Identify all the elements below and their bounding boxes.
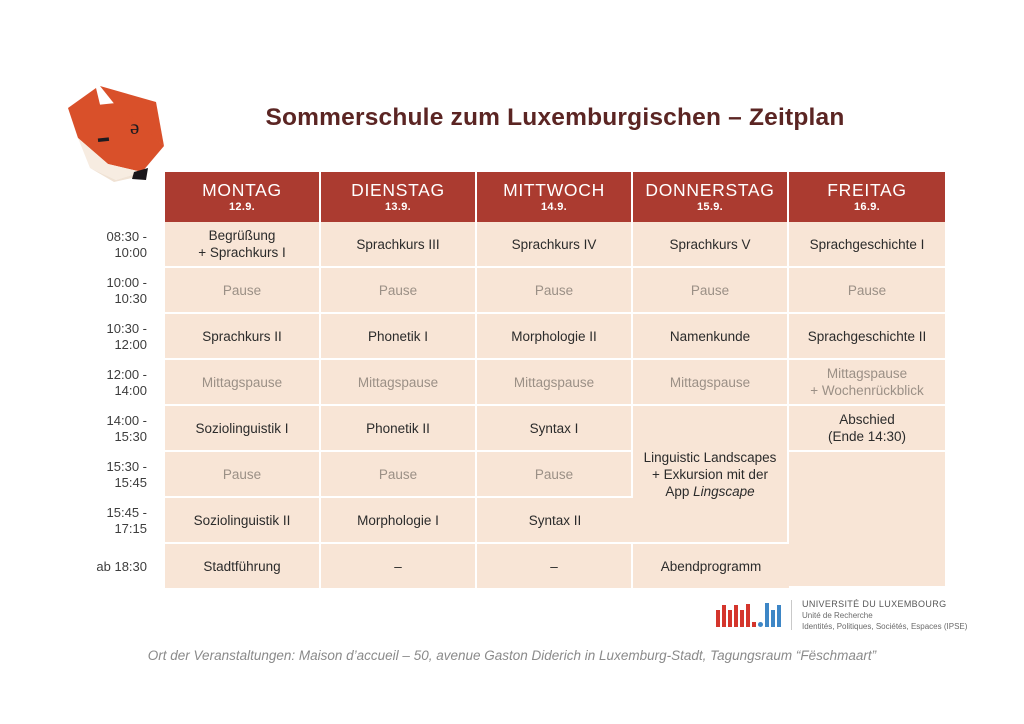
venue-footer-note: Ort der Veranstaltungen: Maison d’accueil – 50, avenue Gaston Diderich in Luxemburg-Stadt, Tagungsraum “Fëschmaart” xyxy=(147,648,877,663)
time-slot-4 xyxy=(60,406,160,452)
session-fre-1000: Pause xyxy=(789,268,945,314)
day-header-freitag xyxy=(789,172,945,222)
time-slot-7 xyxy=(60,544,160,590)
session-mon-1200: Mittagspause xyxy=(165,360,321,406)
session-mon-1000: Pause xyxy=(165,268,321,314)
session-mon-1030: Sprachkurs II xyxy=(165,314,321,360)
schedule-table-container xyxy=(165,172,945,588)
session-fre-1200-line2: + Wochenrückblick xyxy=(810,383,924,398)
session-mit-1200: Mittagspause xyxy=(477,360,633,406)
day-header-montag-name: MONTAG xyxy=(202,179,282,200)
day-header-dienstag-date: 13.9. xyxy=(385,200,411,213)
session-mon-0830 xyxy=(165,222,321,268)
day-header-dienstag-name: DIENSTAG xyxy=(351,179,445,200)
session-mit-1530: Pause xyxy=(477,452,633,498)
day-header-donnerstag xyxy=(633,172,789,222)
session-mit-1030: Morphologie II xyxy=(477,314,633,360)
schedule-table xyxy=(165,172,945,588)
day-header-donnerstag-name: DONNERSTAG xyxy=(645,179,775,200)
table-header-row xyxy=(165,172,945,222)
time-slot-4-end: 15:30 xyxy=(114,429,147,444)
time-slot-6-end: 17:15 xyxy=(114,521,147,536)
table-row-1400 xyxy=(165,406,945,452)
unilu-university-name: UNIVERSITÉ DU LUXEMBOURG xyxy=(802,599,947,609)
session-fre-empty-block xyxy=(789,452,945,588)
session-die-1545: Morphologie I xyxy=(321,498,477,544)
table-row-1000 xyxy=(165,268,945,314)
day-header-freitag-name: FREITAG xyxy=(827,179,907,200)
time-slot-0-start: 08:30 - xyxy=(106,228,147,244)
day-header-mittwoch xyxy=(477,172,633,222)
day-header-freitag-date: 16.9. xyxy=(854,200,880,213)
session-die-1400: Phonetik II xyxy=(321,406,477,452)
time-slot-4-start: 14:00 - xyxy=(106,412,147,428)
day-header-dienstag xyxy=(321,172,477,222)
day-header-montag xyxy=(165,172,321,222)
page-title: Sommerschule zum Luxemburgischen – Zeitplan xyxy=(265,104,845,131)
session-don-1830: Abendprogramm xyxy=(633,544,789,588)
day-header-donnerstag-date: 15.9. xyxy=(697,200,723,213)
session-mit-1400: Syntax I xyxy=(477,406,633,452)
session-don-excursion xyxy=(633,406,789,544)
session-don-0830: Sprachkurs V xyxy=(633,222,789,268)
day-header-mittwoch-name: MITTWOCH xyxy=(503,179,605,200)
unilu-logo xyxy=(716,598,967,632)
day-header-mittwoch-date: 14.9. xyxy=(541,200,567,213)
unilu-ipse-label: Identités, Politiques, Sociétés, Espaces (IPSE) xyxy=(802,622,968,631)
session-don-1000: Pause xyxy=(633,268,789,314)
session-don-excursion-line3 xyxy=(633,483,787,500)
session-fre-1400-line1: Abschied xyxy=(839,412,895,427)
session-die-1030: Phonetik I xyxy=(321,314,477,360)
time-slot-6 xyxy=(60,498,160,544)
time-slot-5-start: 15:30 - xyxy=(106,458,147,474)
session-don-1030: Namenkunde xyxy=(633,314,789,360)
session-die-1000: Pause xyxy=(321,268,477,314)
unilu-text-block xyxy=(802,598,967,632)
unilu-wordmark-icon xyxy=(716,603,791,627)
session-die-1200: Mittagspause xyxy=(321,360,477,406)
session-don-excursion-line2: + Exkursion mit der xyxy=(652,466,768,482)
session-fre-1400 xyxy=(789,406,945,452)
session-die-0830: Sprachkurs III xyxy=(321,222,477,268)
fox-eye-schwa: ə xyxy=(130,115,140,139)
time-slot-3-start: 12:00 - xyxy=(106,366,147,382)
session-mit-0830: Sprachkurs IV xyxy=(477,222,633,268)
table-row-0830 xyxy=(165,222,945,268)
time-column xyxy=(60,172,160,590)
session-fre-1200-line1: Mittagspause xyxy=(826,366,908,381)
time-slot-2-start: 10:30 - xyxy=(106,320,147,336)
table-row-1200 xyxy=(165,360,945,406)
fox-head-logo xyxy=(56,76,176,182)
session-don-excursion-line1: Linguistic Landscapes xyxy=(643,449,777,465)
session-fre-1400-line2: (Ende 14:30) xyxy=(827,429,907,444)
unilu-unit-label: Unité de Recherche xyxy=(802,611,873,620)
time-slot-0 xyxy=(60,222,160,268)
session-die-1530: Pause xyxy=(321,452,477,498)
time-slot-1 xyxy=(60,268,160,314)
session-mon-0830-line2: + Sprachkurs I xyxy=(198,245,286,260)
session-don-excursion-app-name: Lingscape xyxy=(693,483,755,499)
session-die-1830: – xyxy=(321,544,477,588)
session-mit-1545: Syntax II xyxy=(477,498,633,544)
time-slot-6-start: 15:45 - xyxy=(106,504,147,520)
session-mit-1830: – xyxy=(477,544,633,588)
unilu-divider xyxy=(791,600,792,630)
session-mon-1400: Soziolinguistik I xyxy=(165,406,321,452)
session-fre-1200 xyxy=(789,360,945,406)
session-fre-1030: Sprachgeschichte II xyxy=(789,314,945,360)
session-fre-0830: Sprachgeschichte I xyxy=(789,222,945,268)
session-don-excursion-app-label: App xyxy=(665,483,694,499)
session-mon-1545: Soziolinguistik II xyxy=(165,498,321,544)
session-mon-0830-line1: Begrüßung xyxy=(208,228,276,243)
time-slot-1-end: 10:30 xyxy=(114,291,147,306)
time-slot-5 xyxy=(60,452,160,498)
table-row-1530 xyxy=(165,452,945,498)
time-slot-7-start: ab 18:30 xyxy=(96,558,147,574)
time-slot-2 xyxy=(60,314,160,360)
time-slot-0-end: 10:00 xyxy=(114,245,147,260)
day-header-montag-date: 12.9. xyxy=(229,200,255,213)
time-slot-5-end: 15:45 xyxy=(114,475,147,490)
table-row-1030 xyxy=(165,314,945,360)
session-mit-1000: Pause xyxy=(477,268,633,314)
time-slot-1-start: 10:00 - xyxy=(106,274,147,290)
time-slot-2-end: 12:00 xyxy=(114,337,147,352)
session-don-1200: Mittagspause xyxy=(633,360,789,406)
time-slot-3-end: 14:00 xyxy=(114,383,147,398)
session-mon-1530: Pause xyxy=(165,452,321,498)
time-slot-3 xyxy=(60,360,160,406)
session-mon-1830: Stadtführung xyxy=(165,544,321,588)
